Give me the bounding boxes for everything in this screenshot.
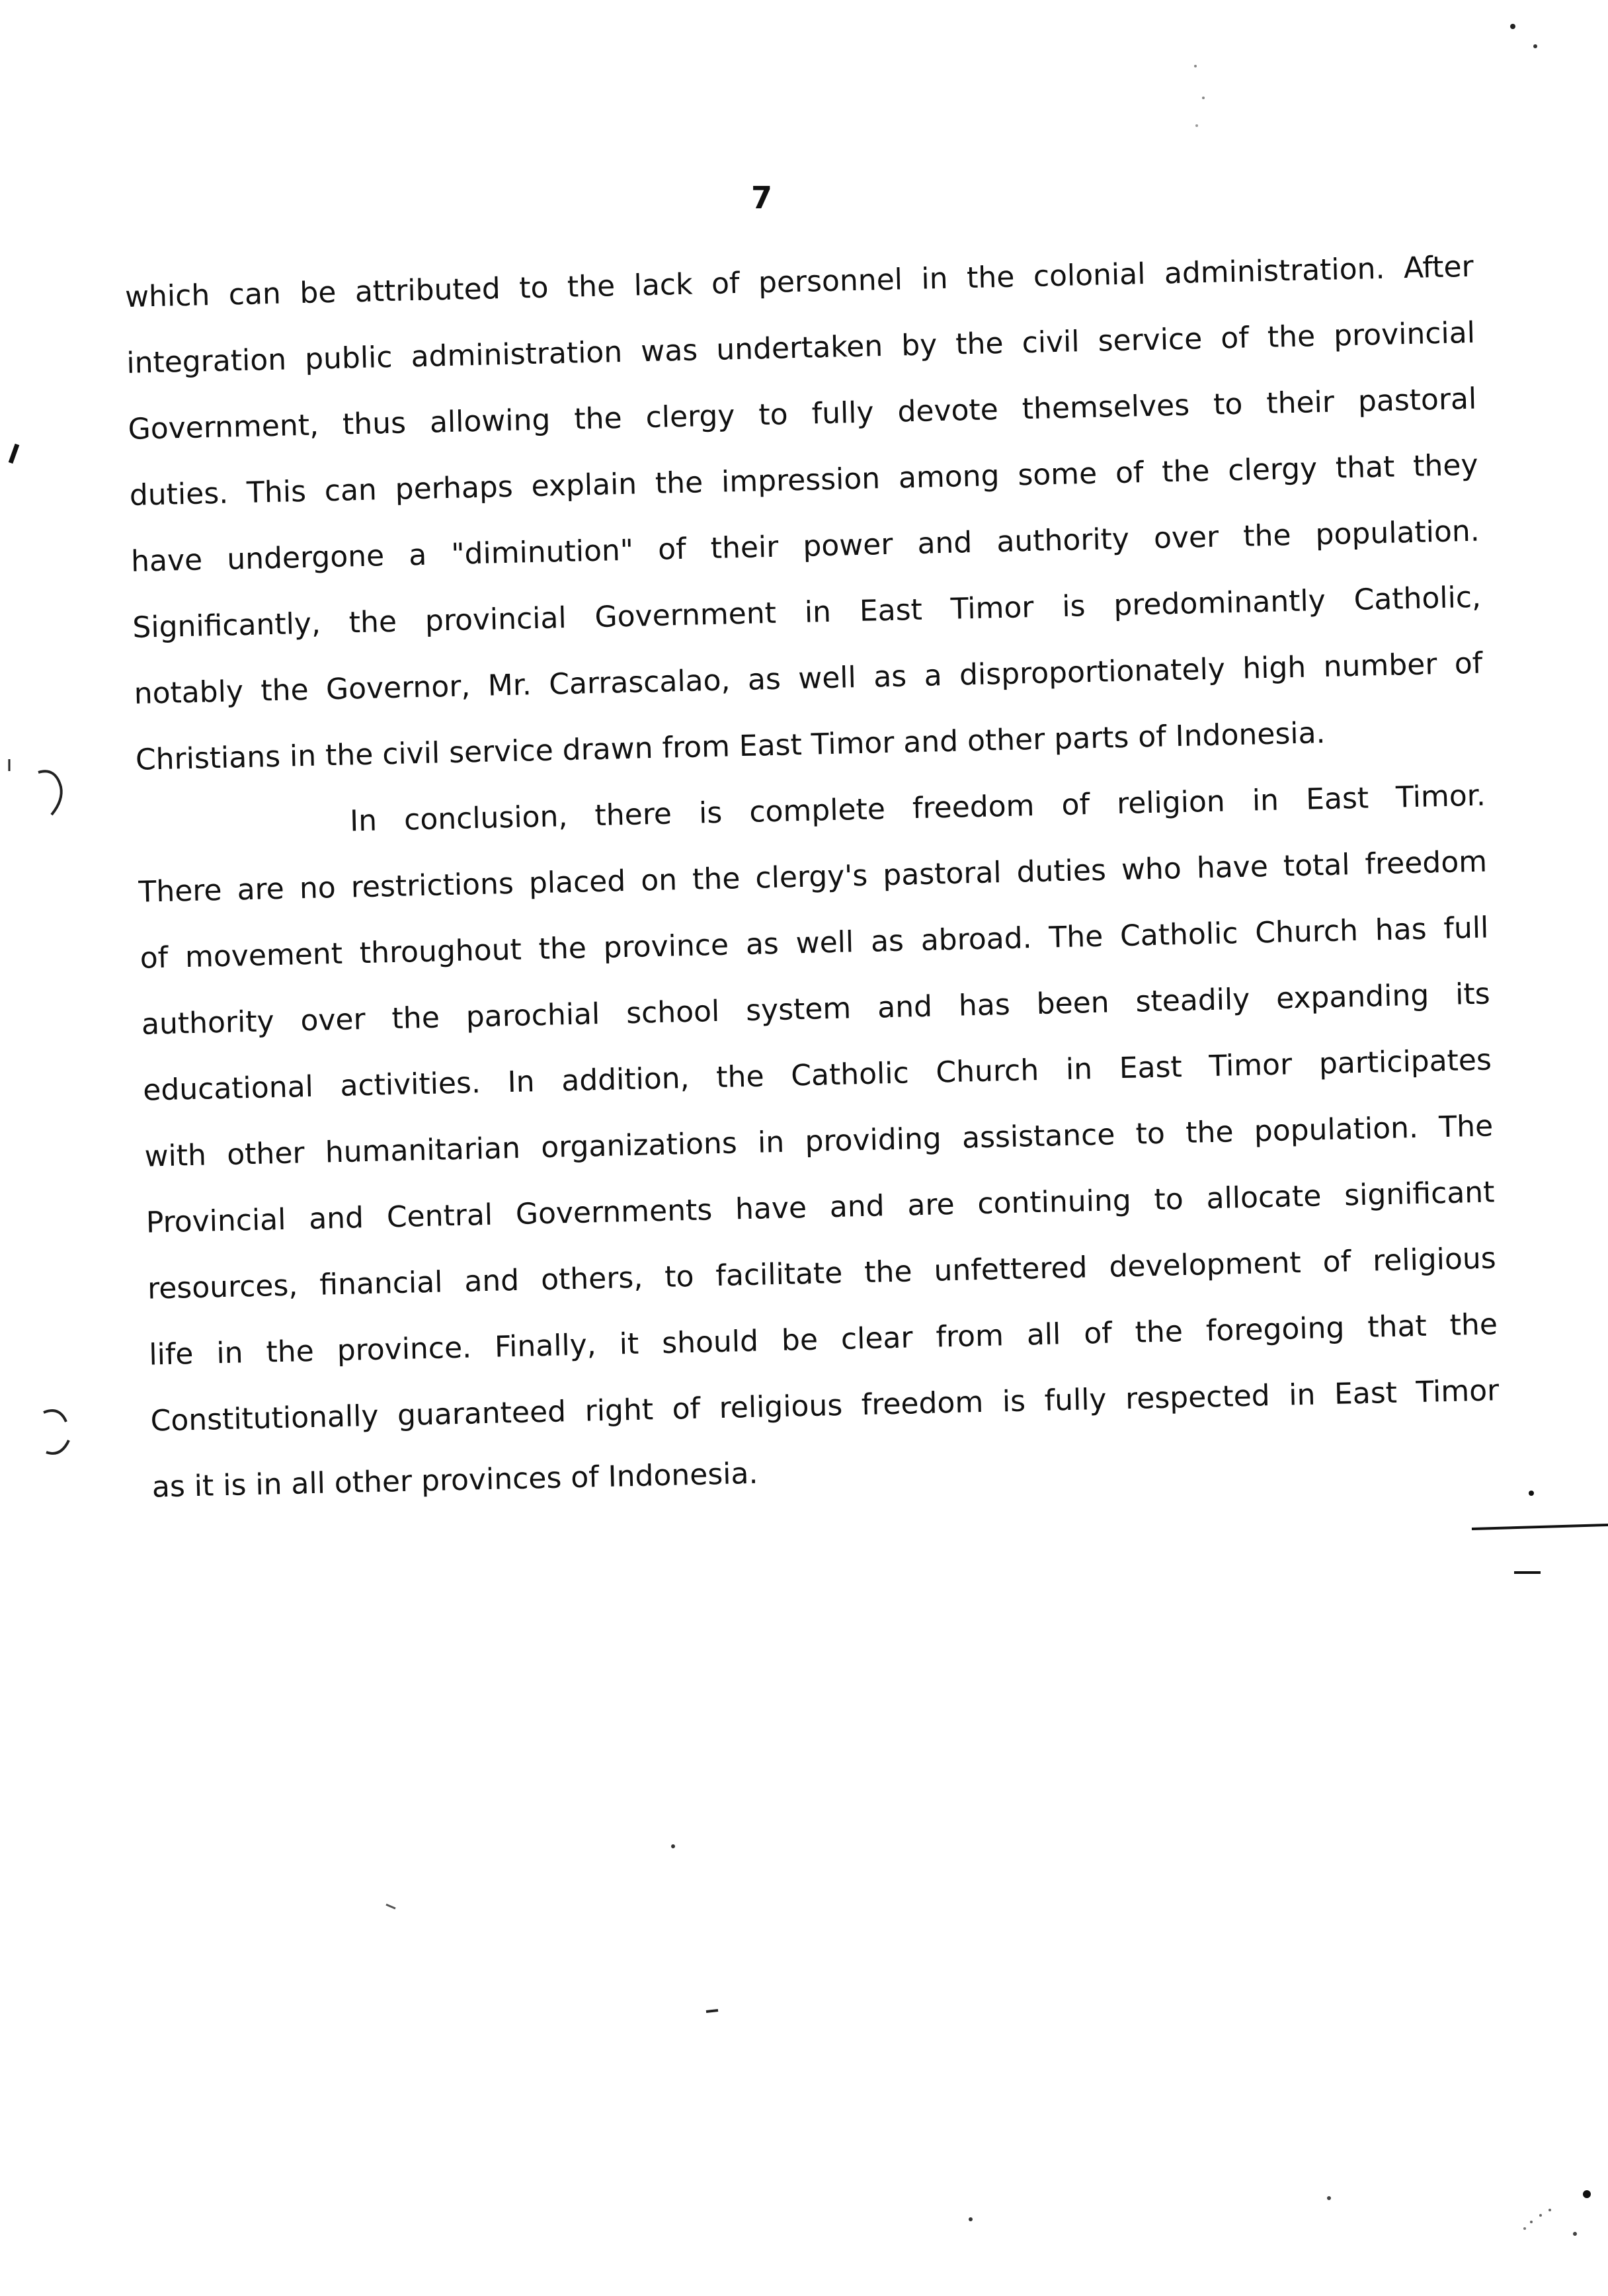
page-number: 7 xyxy=(751,180,773,216)
hole-punch-mark xyxy=(38,771,61,815)
speck xyxy=(1529,1491,1534,1496)
speck xyxy=(969,2217,973,2221)
speck xyxy=(1194,65,1197,67)
text-line: There are no restrictions placed on the clergy's pastoral duties who have total freedom xyxy=(138,844,1488,909)
text-line: Government, thus allowing the clergy to fully devote themselves to their pastoral xyxy=(128,382,1477,446)
text-line: duties. This can perhaps explain the impression among some of the clergy that they xyxy=(129,448,1478,512)
speck xyxy=(1583,2190,1591,2198)
text-line: educational activities. In addition, the Catholic Church in East Timor participates xyxy=(142,1043,1492,1108)
speck xyxy=(1327,2196,1331,2200)
speck xyxy=(1523,2227,1526,2230)
text-line: as it is in all other provinces of Indonesia. xyxy=(151,1456,758,1504)
speck xyxy=(1202,97,1205,99)
text-line: notably the Governor, Mr. Carrascalao, as well as a disproportionately high number of xyxy=(134,646,1483,711)
text-line: Constitutionally guaranteed right of religious freedom is fully respected in East Timor xyxy=(150,1374,1500,1438)
speck xyxy=(386,1905,395,1908)
text-line: with other humanitarian organizations in providing assistance to the population. The xyxy=(144,1109,1494,1174)
text-line: have undergone a "diminution" of their power and authority over the population. xyxy=(130,514,1480,579)
speck xyxy=(1510,24,1515,29)
speck xyxy=(1533,44,1537,48)
text-line: life in the province. Finally, it should be clear from all of the foregoing that the xyxy=(148,1307,1498,1372)
speck xyxy=(706,2010,718,2012)
text-line: of movement throughout the province as well as abroad. The Catholic Church has full xyxy=(140,911,1489,975)
margin-rule xyxy=(1472,1525,1608,1529)
text-line: Christians in the civil service drawn from East Timor and other parts of Indonesia. xyxy=(135,716,1326,777)
speck xyxy=(671,1844,675,1848)
speck xyxy=(1573,2232,1577,2236)
speck xyxy=(1539,2214,1542,2217)
speck xyxy=(1195,124,1198,127)
speck xyxy=(1548,2209,1551,2211)
text-line: authority over the parochial school system and has been steadily expanding its xyxy=(141,977,1491,1042)
text-line: Provincial and Central Governments have and are continuing to allocate significant xyxy=(145,1175,1495,1240)
text-line: which can be attributed to the lack of personnel in the colonial administration. After xyxy=(124,249,1474,314)
text-line: resources, financial and others, to facilitate the unfettered development of religious xyxy=(147,1241,1497,1306)
margin-tick-mark xyxy=(11,444,17,463)
hole-punch-mark xyxy=(44,1411,69,1454)
speck xyxy=(1530,2221,1533,2223)
text-line: integration public administration was undertaken by the civil service of the provincial xyxy=(126,315,1476,380)
text-line: Significantly, the provincial Government in East Timor is predominantly Catholic, xyxy=(132,580,1482,645)
paragraph-start-line: In conclusion, there is complete freedom of religion in East Timor. xyxy=(349,778,1486,839)
